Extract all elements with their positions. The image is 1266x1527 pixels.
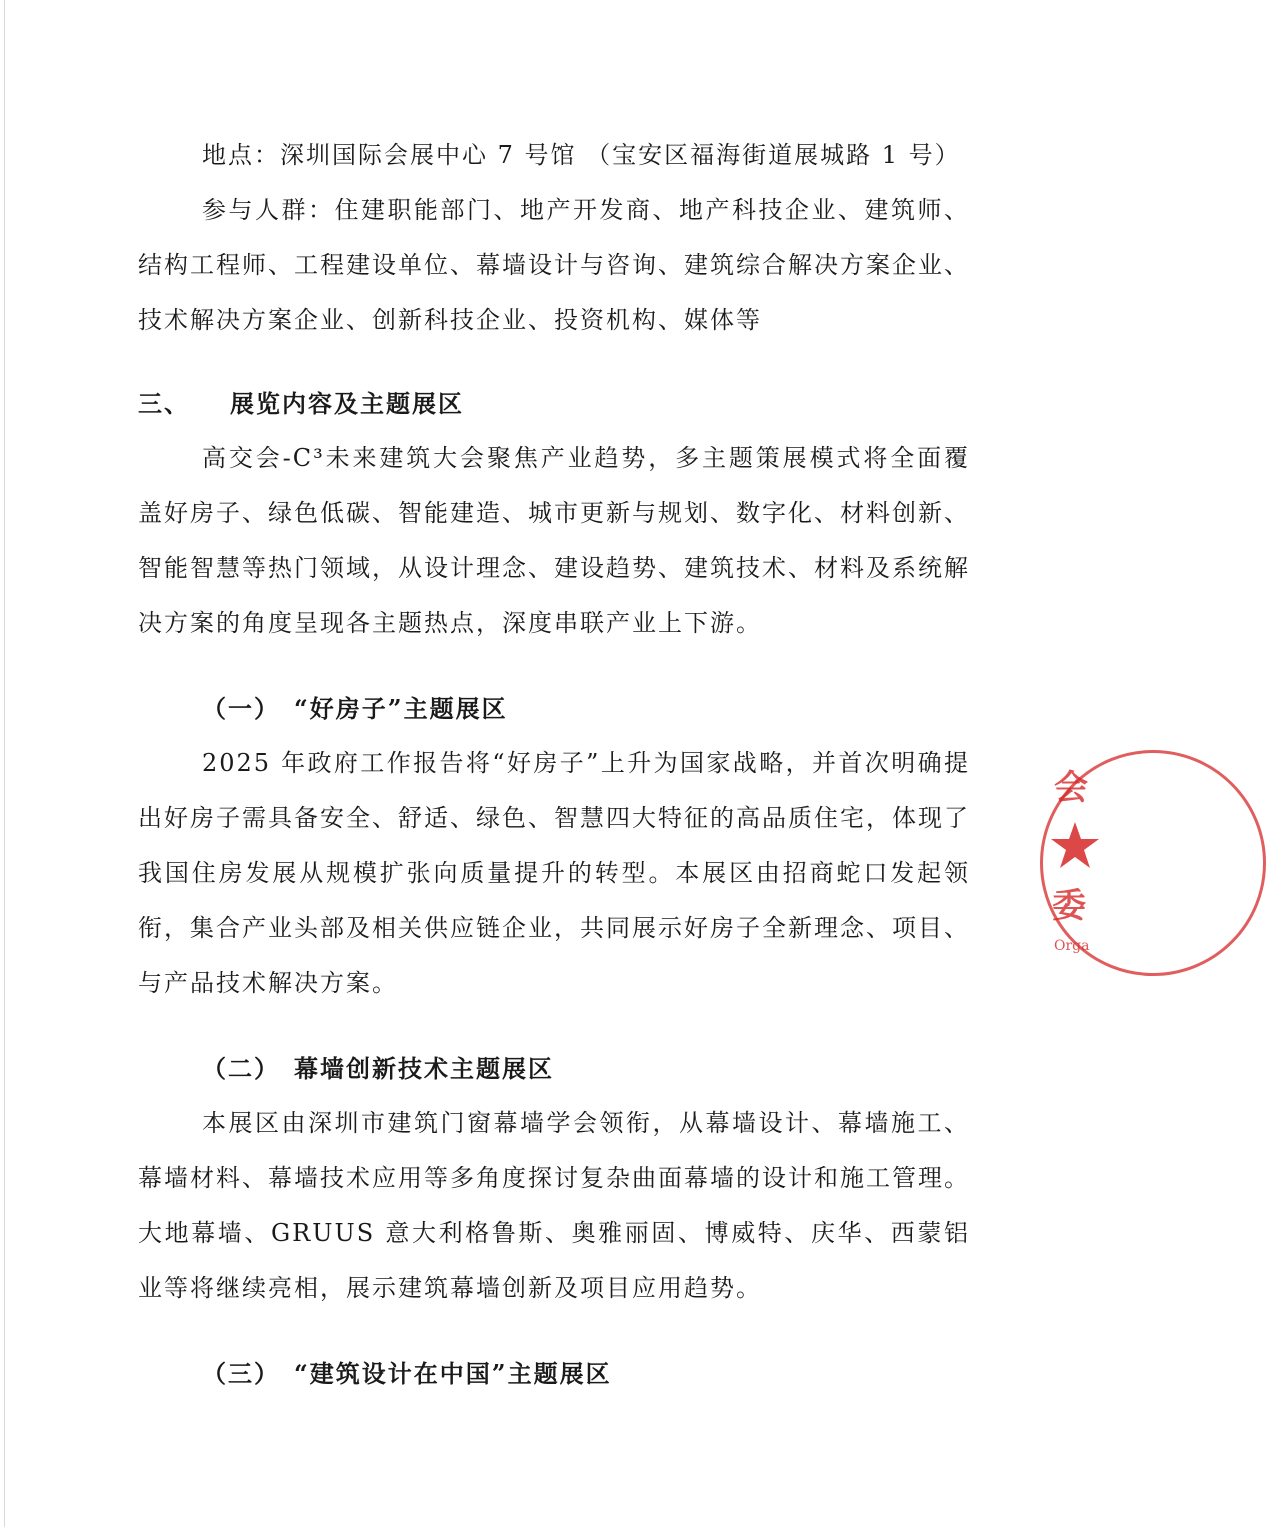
page-edge-line: [4, 0, 5, 1527]
subsection-heading-2: [138, 1041, 970, 1096]
seal-char-1: 会: [1054, 768, 1088, 808]
seal-star-icon: [1050, 820, 1100, 870]
subsection-1-paragraph: 2025 年政府工作报告将“好房子”上升为国家战略，并首次明确提出好房子需具备安全、舒适、绿色、智慧四大特征的高品质住宅，体现了我国住房发展从规模扩张向质量提升的转型。本展区由招商蛇口发起领衔，集合产业头部及相关供应链企业，共同展示好房子全新理念、项目、与产品技术解决方案。: [138, 749, 970, 997]
section-intro-paragraph: 高交会-C³未来建筑大会聚焦产业趋势，多主题策展模式将全面覆盖好房子、绿色低碳、智能建造、城市更新与规划、数字化、材料创新、智能智慧等热门领域，从设计理念、建设趋势、建筑技术、材料及系统解决方案的角度呈现各主题热点，深度串联产业上下游。: [138, 444, 970, 637]
subsection-title: 幕墙创新技术主题展区: [294, 1054, 554, 1083]
audience-paragraph: 参与人群：住建职能部门、地产开发商、地产科技企业、建筑师、结构工程师、工程建设单位、幕墙设计与咨询、建筑综合解决方案企业、技术解决方案企业、创新科技企业、投资机构、媒体等: [138, 196, 970, 334]
subsection-heading-3: [138, 1346, 970, 1401]
document-body: [138, 128, 970, 1401]
section-heading-3: [138, 376, 970, 431]
subsection-title: “建筑设计在中国”主题展区: [294, 1359, 612, 1388]
location-paragraph: 地点：深圳国际会展中心 7 号馆 （宝安区福海街道展城路 1 号）: [202, 141, 961, 169]
seal-char-2: 委: [1052, 886, 1086, 926]
subsection-title: “好房子”主题展区: [294, 694, 508, 723]
section-title: 展览内容及主题展区: [230, 389, 464, 418]
subsection-heading-1: [138, 681, 970, 736]
subsection-2-paragraph: 本展区由深圳市建筑门窗幕墙学会领衔，从幕墙设计、幕墙施工、幕墙材料、幕墙技术应用等多角度探讨复杂曲面幕墙的设计和施工管理。大地幕墙、GRUUS 意大利格鲁斯、奥雅丽固、博威特、庆华、西蒙铝业等将继续亮相，展示建筑幕墙创新及项目应用趋势。: [138, 1109, 970, 1302]
subsection-number: （三）: [202, 1359, 280, 1388]
subsection-number: （二）: [202, 1054, 280, 1083]
subsection-number: （一）: [202, 694, 280, 723]
section-number: 三、: [138, 389, 190, 418]
seal-char-3: Orga: [1054, 938, 1090, 954]
official-seal-stamp: [1040, 750, 1120, 980]
